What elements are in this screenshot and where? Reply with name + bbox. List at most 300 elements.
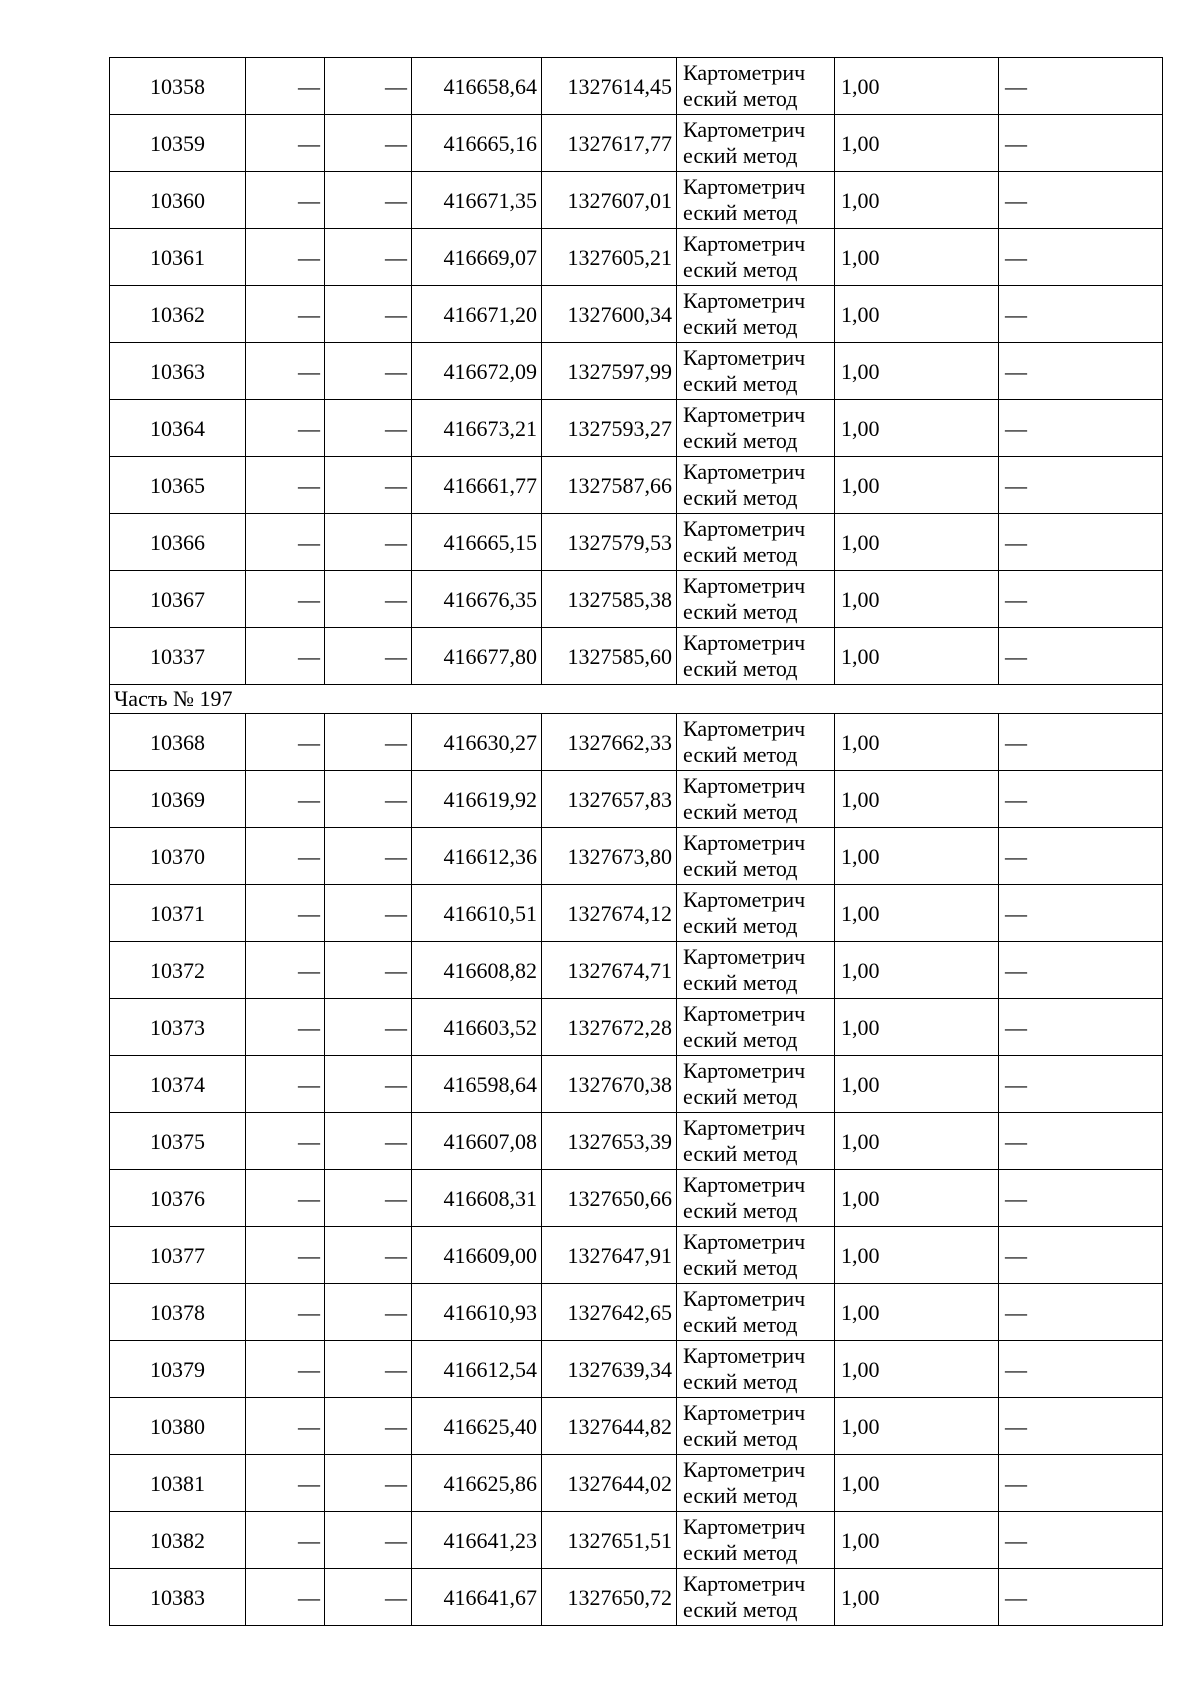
method-text-line-1: Картометрич xyxy=(683,117,806,142)
description-cell: — xyxy=(999,999,1163,1056)
x-coordinate-cell: 416625,86 xyxy=(412,1455,542,1512)
old-x-cell: — xyxy=(246,942,325,999)
y-coordinate-cell: 1327642,65 xyxy=(542,1284,677,1341)
table-row xyxy=(110,1455,1163,1512)
table-row xyxy=(110,999,1163,1056)
method-cell xyxy=(677,58,835,115)
description-cell: — xyxy=(999,1227,1163,1284)
point-number-cell: 10366 xyxy=(110,514,246,571)
y-coordinate-cell: 1327653,39 xyxy=(542,1113,677,1170)
method-text-line-1: Картометрич xyxy=(683,1457,806,1482)
y-coordinate-cell: 1327639,34 xyxy=(542,1341,677,1398)
y-coordinate-cell: 1327579,53 xyxy=(542,514,677,571)
point-number-cell: 10361 xyxy=(110,229,246,286)
description-cell: — xyxy=(999,400,1163,457)
x-coordinate-cell: 416608,31 xyxy=(412,1170,542,1227)
old-y-cell: — xyxy=(325,1113,412,1170)
x-coordinate-cell: 416672,09 xyxy=(412,343,542,400)
table-row xyxy=(110,1341,1163,1398)
table-row xyxy=(110,1170,1163,1227)
y-coordinate-cell: 1327672,28 xyxy=(542,999,677,1056)
old-x-cell: — xyxy=(246,1398,325,1455)
old-y-cell: — xyxy=(325,942,412,999)
old-y-cell: — xyxy=(325,1341,412,1398)
accuracy-cell: 1,00 xyxy=(835,1341,999,1398)
method-text-line-1: Картометрич xyxy=(683,630,806,655)
old-x-cell: — xyxy=(246,771,325,828)
method-text-line-2: еский метод xyxy=(683,1369,798,1394)
description-cell: — xyxy=(999,1398,1163,1455)
description-cell: — xyxy=(999,343,1163,400)
accuracy-cell: 1,00 xyxy=(835,1398,999,1455)
method-text-line-2: еский метод xyxy=(683,314,798,339)
method-cell xyxy=(677,1113,835,1170)
method-text-line-1: Картометрич xyxy=(683,60,806,85)
accuracy-cell: 1,00 xyxy=(835,343,999,400)
old-y-cell: — xyxy=(325,514,412,571)
table-row xyxy=(110,885,1163,942)
table-row xyxy=(110,286,1163,343)
method-cell xyxy=(677,628,835,685)
x-coordinate-cell: 416665,15 xyxy=(412,514,542,571)
accuracy-cell: 1,00 xyxy=(835,999,999,1056)
old-x-cell: — xyxy=(246,1512,325,1569)
old-x-cell: — xyxy=(246,400,325,457)
section-header-row xyxy=(110,685,1163,714)
x-coordinate-cell: 416673,21 xyxy=(412,400,542,457)
old-y-cell: — xyxy=(325,1455,412,1512)
accuracy-cell: 1,00 xyxy=(835,1284,999,1341)
accuracy-cell: 1,00 xyxy=(835,1512,999,1569)
point-number-cell: 10374 xyxy=(110,1056,246,1113)
old-x-cell: — xyxy=(246,343,325,400)
coordinates-table-body xyxy=(110,58,1163,1626)
y-coordinate-cell: 1327587,66 xyxy=(542,457,677,514)
x-coordinate-cell: 416641,67 xyxy=(412,1569,542,1626)
section-label: Часть № 197 xyxy=(110,685,1163,714)
method-text-line-1: Картометрич xyxy=(683,231,806,256)
table-row xyxy=(110,115,1163,172)
table-row xyxy=(110,828,1163,885)
point-number-cell: 10368 xyxy=(110,714,246,771)
old-x-cell: — xyxy=(246,1170,325,1227)
method-text-line-1: Картометрич xyxy=(683,1229,806,1254)
method-text-line-2: еский метод xyxy=(683,542,798,567)
x-coordinate-cell: 416671,35 xyxy=(412,172,542,229)
y-coordinate-cell: 1327650,72 xyxy=(542,1569,677,1626)
old-x-cell: — xyxy=(246,1455,325,1512)
method-text-line-2: еский метод xyxy=(683,371,798,396)
x-coordinate-cell: 416612,54 xyxy=(412,1341,542,1398)
table-row xyxy=(110,942,1163,999)
table-row xyxy=(110,400,1163,457)
method-text-line-1: Картометрич xyxy=(683,1343,806,1368)
y-coordinate-cell: 1327644,02 xyxy=(542,1455,677,1512)
point-number-cell: 10383 xyxy=(110,1569,246,1626)
accuracy-cell: 1,00 xyxy=(835,400,999,457)
x-coordinate-cell: 416676,35 xyxy=(412,571,542,628)
y-coordinate-cell: 1327644,82 xyxy=(542,1398,677,1455)
method-text-line-2: еский метод xyxy=(683,1027,798,1052)
y-coordinate-cell: 1327670,38 xyxy=(542,1056,677,1113)
x-coordinate-cell: 416603,52 xyxy=(412,999,542,1056)
method-text-line-2: еский метод xyxy=(683,1084,798,1109)
y-coordinate-cell: 1327674,71 xyxy=(542,942,677,999)
method-text-line-1: Картометрич xyxy=(683,887,806,912)
old-x-cell: — xyxy=(246,229,325,286)
accuracy-cell: 1,00 xyxy=(835,172,999,229)
point-number-cell: 10364 xyxy=(110,400,246,457)
method-text-line-2: еский метод xyxy=(683,143,798,168)
method-cell xyxy=(677,514,835,571)
method-text-line-2: еский метод xyxy=(683,257,798,282)
description-cell: — xyxy=(999,1512,1163,1569)
point-number-cell: 10381 xyxy=(110,1455,246,1512)
method-cell xyxy=(677,942,835,999)
accuracy-cell: 1,00 xyxy=(835,828,999,885)
table-row xyxy=(110,457,1163,514)
method-cell xyxy=(677,1227,835,1284)
old-y-cell: — xyxy=(325,286,412,343)
method-text-line-2: еский метод xyxy=(683,799,798,824)
method-text-line-1: Картометрич xyxy=(683,1001,806,1026)
x-coordinate-cell: 416665,16 xyxy=(412,115,542,172)
old-x-cell: — xyxy=(246,115,325,172)
y-coordinate-cell: 1327647,91 xyxy=(542,1227,677,1284)
table-row xyxy=(110,172,1163,229)
old-y-cell: — xyxy=(325,1227,412,1284)
old-x-cell: — xyxy=(246,1113,325,1170)
x-coordinate-cell: 416658,64 xyxy=(412,58,542,115)
old-x-cell: — xyxy=(246,714,325,771)
table-row xyxy=(110,571,1163,628)
point-number-cell: 10337 xyxy=(110,628,246,685)
y-coordinate-cell: 1327617,77 xyxy=(542,115,677,172)
old-y-cell: — xyxy=(325,115,412,172)
method-cell xyxy=(677,1341,835,1398)
point-number-cell: 10370 xyxy=(110,828,246,885)
old-y-cell: — xyxy=(325,1170,412,1227)
y-coordinate-cell: 1327600,34 xyxy=(542,286,677,343)
description-cell: — xyxy=(999,942,1163,999)
method-cell xyxy=(677,1170,835,1227)
point-number-cell: 10376 xyxy=(110,1170,246,1227)
point-number-cell: 10379 xyxy=(110,1341,246,1398)
old-y-cell: — xyxy=(325,1398,412,1455)
old-y-cell: — xyxy=(325,999,412,1056)
method-text-line-2: еский метод xyxy=(683,1141,798,1166)
description-cell: — xyxy=(999,714,1163,771)
old-x-cell: — xyxy=(246,1569,325,1626)
old-y-cell: — xyxy=(325,1056,412,1113)
description-cell: — xyxy=(999,1170,1163,1227)
method-text-line-2: еский метод xyxy=(683,913,798,938)
accuracy-cell: 1,00 xyxy=(835,115,999,172)
accuracy-cell: 1,00 xyxy=(835,514,999,571)
x-coordinate-cell: 416598,64 xyxy=(412,1056,542,1113)
accuracy-cell: 1,00 xyxy=(835,229,999,286)
table-row xyxy=(110,1512,1163,1569)
description-cell: — xyxy=(999,828,1163,885)
description-cell: — xyxy=(999,286,1163,343)
accuracy-cell: 1,00 xyxy=(835,942,999,999)
method-text-line-1: Картометрич xyxy=(683,174,806,199)
description-cell: — xyxy=(999,1113,1163,1170)
method-cell xyxy=(677,229,835,286)
y-coordinate-cell: 1327673,80 xyxy=(542,828,677,885)
method-text-line-2: еский метод xyxy=(683,599,798,624)
y-coordinate-cell: 1327614,45 xyxy=(542,58,677,115)
method-text-line-2: еский метод xyxy=(683,742,798,767)
method-cell xyxy=(677,172,835,229)
description-cell: — xyxy=(999,1455,1163,1512)
table-row xyxy=(110,714,1163,771)
point-number-cell: 10369 xyxy=(110,771,246,828)
table-row xyxy=(110,771,1163,828)
point-number-cell: 10382 xyxy=(110,1512,246,1569)
method-text-line-2: еский метод xyxy=(683,1483,798,1508)
method-cell xyxy=(677,1512,835,1569)
old-y-cell: — xyxy=(325,1569,412,1626)
table-row xyxy=(110,1113,1163,1170)
method-cell xyxy=(677,343,835,400)
old-y-cell: — xyxy=(325,172,412,229)
table-row xyxy=(110,514,1163,571)
method-text-line-1: Картометрич xyxy=(683,1514,806,1539)
method-cell xyxy=(677,828,835,885)
accuracy-cell: 1,00 xyxy=(835,286,999,343)
method-text-line-1: Картометрич xyxy=(683,1400,806,1425)
table-row xyxy=(110,1227,1163,1284)
method-text-line-1: Картометрич xyxy=(683,573,806,598)
x-coordinate-cell: 416661,77 xyxy=(412,457,542,514)
table-row xyxy=(110,343,1163,400)
x-coordinate-cell: 416641,23 xyxy=(412,1512,542,1569)
x-coordinate-cell: 416619,92 xyxy=(412,771,542,828)
old-x-cell: — xyxy=(246,514,325,571)
description-cell: — xyxy=(999,771,1163,828)
method-text-line-1: Картометрич xyxy=(683,944,806,969)
method-text-line-1: Картометрич xyxy=(683,1286,806,1311)
y-coordinate-cell: 1327605,21 xyxy=(542,229,677,286)
coordinates-table xyxy=(109,57,1163,1626)
old-x-cell: — xyxy=(246,457,325,514)
accuracy-cell: 1,00 xyxy=(835,1227,999,1284)
point-number-cell: 10380 xyxy=(110,1398,246,1455)
method-text-line-1: Картометрич xyxy=(683,1571,806,1596)
description-cell: — xyxy=(999,172,1163,229)
accuracy-cell: 1,00 xyxy=(835,1113,999,1170)
method-text-line-1: Картометрич xyxy=(683,1172,806,1197)
method-text-line-2: еский метод xyxy=(683,200,798,225)
point-number-cell: 10358 xyxy=(110,58,246,115)
y-coordinate-cell: 1327607,01 xyxy=(542,172,677,229)
description-cell: — xyxy=(999,885,1163,942)
table-row xyxy=(110,1284,1163,1341)
description-cell: — xyxy=(999,1341,1163,1398)
method-text-line-1: Картометрич xyxy=(683,773,806,798)
table-row xyxy=(110,58,1163,115)
old-x-cell: — xyxy=(246,1227,325,1284)
x-coordinate-cell: 416671,20 xyxy=(412,286,542,343)
point-number-cell: 10359 xyxy=(110,115,246,172)
old-y-cell: — xyxy=(325,1284,412,1341)
table-row xyxy=(110,628,1163,685)
old-y-cell: — xyxy=(325,628,412,685)
y-coordinate-cell: 1327650,66 xyxy=(542,1170,677,1227)
x-coordinate-cell: 416669,07 xyxy=(412,229,542,286)
y-coordinate-cell: 1327651,51 xyxy=(542,1512,677,1569)
y-coordinate-cell: 1327674,12 xyxy=(542,885,677,942)
method-text-line-1: Картометрич xyxy=(683,288,806,313)
old-y-cell: — xyxy=(325,229,412,286)
method-cell xyxy=(677,1398,835,1455)
method-text-line-1: Картометрич xyxy=(683,402,806,427)
method-cell xyxy=(677,714,835,771)
x-coordinate-cell: 416625,40 xyxy=(412,1398,542,1455)
description-cell: — xyxy=(999,1284,1163,1341)
old-y-cell: — xyxy=(325,400,412,457)
method-text-line-2: еский метод xyxy=(683,1255,798,1280)
table-row xyxy=(110,229,1163,286)
point-number-cell: 10372 xyxy=(110,942,246,999)
point-number-cell: 10375 xyxy=(110,1113,246,1170)
description-cell: — xyxy=(999,457,1163,514)
method-cell xyxy=(677,1056,835,1113)
method-cell xyxy=(677,286,835,343)
old-y-cell: — xyxy=(325,58,412,115)
old-y-cell: — xyxy=(325,714,412,771)
method-text-line-1: Картометрич xyxy=(683,345,806,370)
method-text-line-2: еский метод xyxy=(683,485,798,510)
old-x-cell: — xyxy=(246,172,325,229)
description-cell: — xyxy=(999,571,1163,628)
method-text-line-2: еский метод xyxy=(683,656,798,681)
old-x-cell: — xyxy=(246,58,325,115)
point-number-cell: 10378 xyxy=(110,1284,246,1341)
x-coordinate-cell: 416630,27 xyxy=(412,714,542,771)
point-number-cell: 10365 xyxy=(110,457,246,514)
method-text-line-2: еский метод xyxy=(683,1426,798,1451)
old-y-cell: — xyxy=(325,828,412,885)
x-coordinate-cell: 416608,82 xyxy=(412,942,542,999)
accuracy-cell: 1,00 xyxy=(835,1455,999,1512)
old-x-cell: — xyxy=(246,286,325,343)
method-text-line-1: Картометрич xyxy=(683,516,806,541)
description-cell: — xyxy=(999,115,1163,172)
method-text-line-1: Картометрич xyxy=(683,1058,806,1083)
old-y-cell: — xyxy=(325,457,412,514)
table-row xyxy=(110,1398,1163,1455)
method-text-line-1: Картометрич xyxy=(683,830,806,855)
method-text-line-2: еский метод xyxy=(683,1198,798,1223)
method-text-line-2: еский метод xyxy=(683,428,798,453)
method-cell xyxy=(677,1455,835,1512)
method-cell xyxy=(677,400,835,457)
accuracy-cell: 1,00 xyxy=(835,714,999,771)
method-cell xyxy=(677,115,835,172)
old-x-cell: — xyxy=(246,1056,325,1113)
x-coordinate-cell: 416610,93 xyxy=(412,1284,542,1341)
old-y-cell: — xyxy=(325,571,412,628)
accuracy-cell: 1,00 xyxy=(835,457,999,514)
method-text-line-1: Картометрич xyxy=(683,459,806,484)
accuracy-cell: 1,00 xyxy=(835,1569,999,1626)
old-x-cell: — xyxy=(246,885,325,942)
point-number-cell: 10367 xyxy=(110,571,246,628)
method-cell xyxy=(677,999,835,1056)
accuracy-cell: 1,00 xyxy=(835,1056,999,1113)
point-number-cell: 10363 xyxy=(110,343,246,400)
method-cell xyxy=(677,457,835,514)
point-number-cell: 10371 xyxy=(110,885,246,942)
x-coordinate-cell: 416612,36 xyxy=(412,828,542,885)
description-cell: — xyxy=(999,58,1163,115)
point-number-cell: 10360 xyxy=(110,172,246,229)
method-text-line-2: еский метод xyxy=(683,86,798,111)
method-cell xyxy=(677,771,835,828)
y-coordinate-cell: 1327585,60 xyxy=(542,628,677,685)
accuracy-cell: 1,00 xyxy=(835,58,999,115)
point-number-cell: 10373 xyxy=(110,999,246,1056)
old-y-cell: — xyxy=(325,1512,412,1569)
y-coordinate-cell: 1327593,27 xyxy=(542,400,677,457)
table-row xyxy=(110,1569,1163,1626)
old-x-cell: — xyxy=(246,628,325,685)
method-text-line-1: Картометрич xyxy=(683,716,806,741)
table-row xyxy=(110,1056,1163,1113)
accuracy-cell: 1,00 xyxy=(835,628,999,685)
method-text-line-2: еский метод xyxy=(683,1540,798,1565)
accuracy-cell: 1,00 xyxy=(835,885,999,942)
old-x-cell: — xyxy=(246,571,325,628)
old-y-cell: — xyxy=(325,885,412,942)
description-cell: — xyxy=(999,1056,1163,1113)
accuracy-cell: 1,00 xyxy=(835,1170,999,1227)
x-coordinate-cell: 416610,51 xyxy=(412,885,542,942)
description-cell: — xyxy=(999,628,1163,685)
y-coordinate-cell: 1327662,33 xyxy=(542,714,677,771)
x-coordinate-cell: 416609,00 xyxy=(412,1227,542,1284)
accuracy-cell: 1,00 xyxy=(835,771,999,828)
method-text-line-1: Картометрич xyxy=(683,1115,806,1140)
method-cell xyxy=(677,1284,835,1341)
point-number-cell: 10362 xyxy=(110,286,246,343)
x-coordinate-cell: 416607,08 xyxy=(412,1113,542,1170)
old-x-cell: — xyxy=(246,1341,325,1398)
method-text-line-2: еский метод xyxy=(683,1597,798,1622)
description-cell: — xyxy=(999,229,1163,286)
description-cell: — xyxy=(999,514,1163,571)
y-coordinate-cell: 1327657,83 xyxy=(542,771,677,828)
point-number-cell: 10377 xyxy=(110,1227,246,1284)
method-text-line-2: еский метод xyxy=(683,1312,798,1337)
old-y-cell: — xyxy=(325,771,412,828)
old-x-cell: — xyxy=(246,828,325,885)
method-cell xyxy=(677,571,835,628)
accuracy-cell: 1,00 xyxy=(835,571,999,628)
old-y-cell: — xyxy=(325,343,412,400)
method-cell xyxy=(677,885,835,942)
method-text-line-2: еский метод xyxy=(683,856,798,881)
method-text-line-2: еский метод xyxy=(683,970,798,995)
y-coordinate-cell: 1327597,99 xyxy=(542,343,677,400)
description-cell: — xyxy=(999,1569,1163,1626)
old-x-cell: — xyxy=(246,999,325,1056)
old-x-cell: — xyxy=(246,1284,325,1341)
y-coordinate-cell: 1327585,38 xyxy=(542,571,677,628)
x-coordinate-cell: 416677,80 xyxy=(412,628,542,685)
